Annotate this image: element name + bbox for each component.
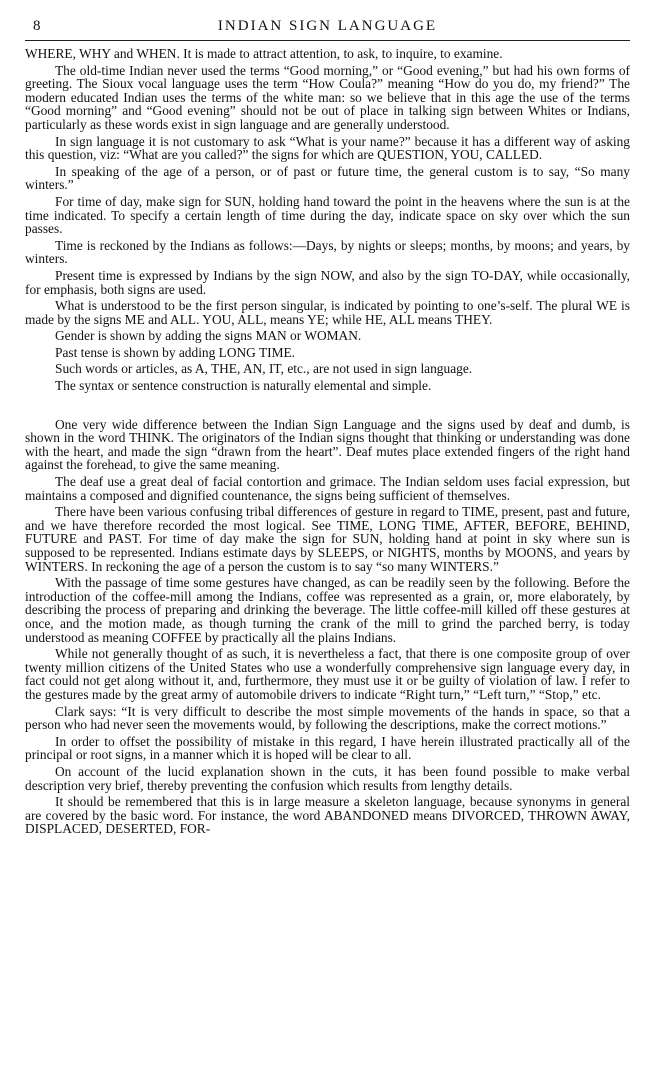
body-text — [25, 47, 630, 836]
paragraph: While not generally thought of as such, it is nevertheless a fact, that there is one composite group of over twenty million citizens of the United States who use a wonderfully comprehensive sign language every day, in fact could not get along without it, and, furthermore, they must use it or be guilty of violation of law. I refer to the gestures made by the great army of automobile drivers to indicate “Right turn,” “Left turn,” “Stop,” etc. — [25, 646, 630, 702]
paragraph: Clark says: “It is very difficult to describe the most simple movements of the hands in space, so that a person who had never seen the movements would, by following the descriptions, make the correct motions.” — [25, 703, 630, 733]
paragraph: There have been various confusing tribal differences of gesture in regard to TIME, present, past and future, and we have therefore recorded the most logical. See TIME, LONG TIME, AFTER, BEFORE, BEHIND, FUTURE and PAST. For time of day make the sign for SUN, holding hand at point in sky where sun is supposed to be represented. Indians estimate days by SLEEPS, or NIGHTS, months by MOONS, and years by WINTERS. In reckoning the age of a person the custom is to say “so many WINTERS.” — [25, 504, 630, 574]
paragraph: In speaking of the age of a person, or of past or future time, the general custom is to say, “So many winters.” — [25, 163, 630, 193]
paragraph: It should be remembered that this is in large measure a skeleton language, because synonyms in general are covered by the basic word. For instance, the word ABANDONED means DIVORCED, THROWN AWAY, DISPLACED, DESERTED, FOR- — [25, 794, 630, 837]
paragraph: Past tense is shown by adding LONG TIME. — [55, 344, 296, 360]
paragraph: WHERE, WHY and WHEN. It is made to attract attention, to ask, to inquire, to examine. — [25, 46, 503, 61]
running-title: INDIAN SIGN LANGUAGE — [217, 18, 438, 34]
paragraph: What is understood to be the first person singular, is indicated by pointing to one’s-self. The plural WE is made by the signs ME and ALL. YOU, ALL, means YE; while HE, ALL means THEY. — [25, 298, 630, 327]
paragraph: Present time is expressed by Indians by the sign NOW, and also by the sign TO-DAY, while occasionally, for emphasis, both signs are used. — [25, 267, 630, 297]
paragraph: One very wide difference between the Indian Sign Language and the signs used by deaf and dumb, is shown in the word THINK. The originators of the Indian signs thought that thinking or understanding was done with the heart, and made the sign “drawn from the heart”. Deaf mutes place extended fingers of the right hand against the forehead, to give the same meaning. — [25, 416, 630, 473]
paragraph: In sign language it is not customary to ask “What is your name?” because it has a different way of asking this question, viz: “What are you called?” the signs for which are QUESTION, YOU, CALLED. — [25, 133, 630, 163]
paragraph: For time of day, make sign for SUN, holding hand toward the point in the heavens where the sun is at the time indicated. To specify a certain length of time during the day, indicate space on sky over which the sun passes. — [25, 193, 630, 237]
page-number: 8 — [33, 18, 42, 34]
paragraph: On account of the lucid explanation shown in the cuts, it has been found possible to make verbal description very brief, thereby preventing the confusion which results from lengthy details. — [25, 763, 630, 793]
running-header — [25, 14, 630, 41]
paragraph: Time is reckoned by the Indians as follows:—Days, by nights or sleeps; months, by moons; and years, by winters. — [25, 237, 630, 267]
paragraph: The old-time Indian never used the terms “Good morning,” or “Good evening,” but had his own forms of greeting. The Sioux vocal language uses the term “How Coula?” meaning “How do you do, my friend?” The modern educated Indian uses the terms of the white man: so we believe that in this age the use of the terms “Good morning” and “Good evening” should not be out of place in talking sign between Whites or Indians, particularly as these words exist in sign language and are generally understood. — [25, 62, 630, 132]
section-gap — [25, 396, 630, 418]
paragraph: The deaf use a great deal of facial contortion and grimace. The Indian seldom uses facial expression, but maintains a composed and dignified countenance, the signs being sufficient of themselves. — [25, 474, 630, 503]
paragraph: With the passage of time some gestures have changed, as can be readily seen by the following. Before the introduction of the coffee-mill among the Indians, coffee was represented as a grain, or, more elaborately, by describing the process of preparing and drinking the beverage. The little coffee-mill killed off these gestures at once, and the motion made, as though turning the crank of the mill to grind the parched berry, is today understood as meaning COFFEE by practically all the plains Indians. — [25, 575, 630, 645]
paragraph: Such words or articles, as A, THE, AN, IT, etc., are not used in sign language. — [55, 361, 473, 377]
paragraph: In order to offset the possibility of mistake in this regard, I have herein illustrated practically all of the principal or root signs, in a manner which it is hoped will be clear to all. — [25, 733, 630, 763]
paragraph: The syntax or sentence construction is naturally elemental and simple. — [55, 378, 432, 394]
paragraph: Gender is shown by adding the signs MAN or WOMAN. — [55, 328, 362, 344]
